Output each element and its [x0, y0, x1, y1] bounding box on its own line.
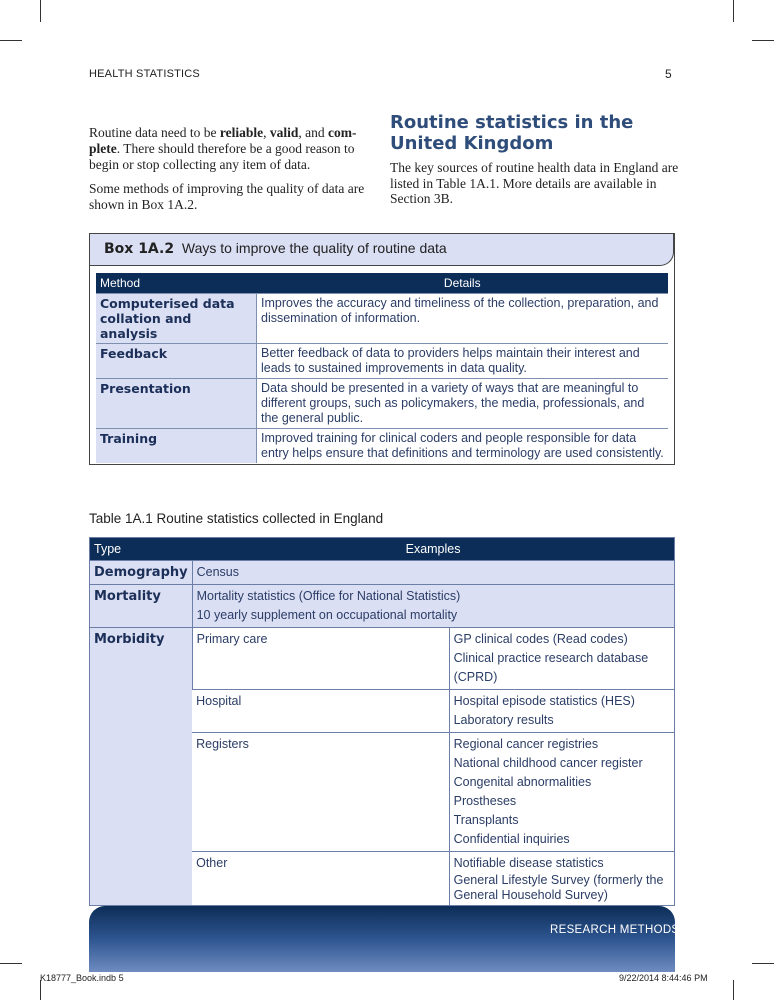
section-heading: Routine statistics in the United Kingdom [390, 112, 634, 154]
routine-statistics-table [89, 537, 675, 906]
table-caption: Table 1A.1 Routine statistics collected in England [89, 511, 384, 526]
page-number: 5 [665, 67, 672, 81]
print-slug-file: K18777_Book.indb 5 [40, 973, 124, 983]
footer-section-name: RESEARCH METHODS [550, 924, 680, 936]
table-row: Feedback Better feedback of data to providers helps maintain their interest and leads to sustained improvements in data quality. [96, 344, 668, 379]
print-slug-date: 9/22/2014 8:44:46 PM [619, 973, 708, 983]
col-type: Type [90, 538, 193, 561]
table-row: Demography Census [90, 561, 675, 585]
table-row: Mortality Mortality statistics (Office for National Statistics) 10 yearly supplement on occupational mortality [90, 585, 675, 628]
table-row: Hospital Hospital episode statistics (HES) Laboratory results [90, 690, 675, 733]
crop-mark [0, 40, 22, 41]
table-row: Registers Regional cancer registries National childhood cancer register Congenital abnormalities Prostheses Transplants Confidential inquiries [90, 733, 675, 852]
table-row: Training Improved training for clinical coders and people responsible for data entry helps ensure that definitions and terminology are used consistently. [96, 429, 668, 464]
right-column [390, 112, 680, 207]
table-row: Other Notifiable disease statistics General Lifestyle Survey (formerly the General Household Survey) [90, 852, 675, 906]
box-label: Box 1A.2 [104, 241, 175, 257]
box-title-bar [90, 234, 674, 266]
box-title: Ways to improve the quality of routine data [181, 240, 447, 256]
section-body: The key sources of routine health data in England are listed in Table 1A.1. More details are available in Section 3B. [390, 160, 679, 206]
left-column [89, 125, 377, 221]
table-row: Morbidity Primary care GP clinical codes (Read codes) Clinical practice research database (CPRD) [90, 628, 675, 690]
crop-mark [40, 0, 41, 22]
col-details: Details [257, 273, 669, 294]
crop-mark [0, 963, 22, 964]
col-method: Method [96, 273, 257, 294]
crop-mark [733, 0, 734, 22]
table-row: Computerised data collation and analysis Improves the accuracy and timeliness of the collection, preparation, and dissemination of information. [96, 294, 668, 344]
table-row: Presentation Data should be presented in a variety of ways that are meaningful to different groups, such as policymakers, the media, professionals, and the general public. [96, 379, 668, 429]
methods-paragraph: Some methods of improving the quality of data are shown in Box 1A.2. [89, 181, 365, 212]
crop-mark [40, 980, 41, 1000]
col-examples: Examples [192, 538, 674, 561]
intro-paragraph: Routine data need to be reliable, valid, and com-plete. There should therefore be a good reason to begin or stop collecting any item of data. [89, 125, 357, 172]
running-head: HEALTH STATISTICS [89, 68, 200, 80]
box-1a2 [89, 233, 675, 465]
crop-mark [752, 40, 774, 41]
footer-band [89, 906, 675, 972]
crop-mark [752, 963, 774, 964]
box-table [96, 273, 668, 463]
crop-mark [733, 980, 734, 1000]
